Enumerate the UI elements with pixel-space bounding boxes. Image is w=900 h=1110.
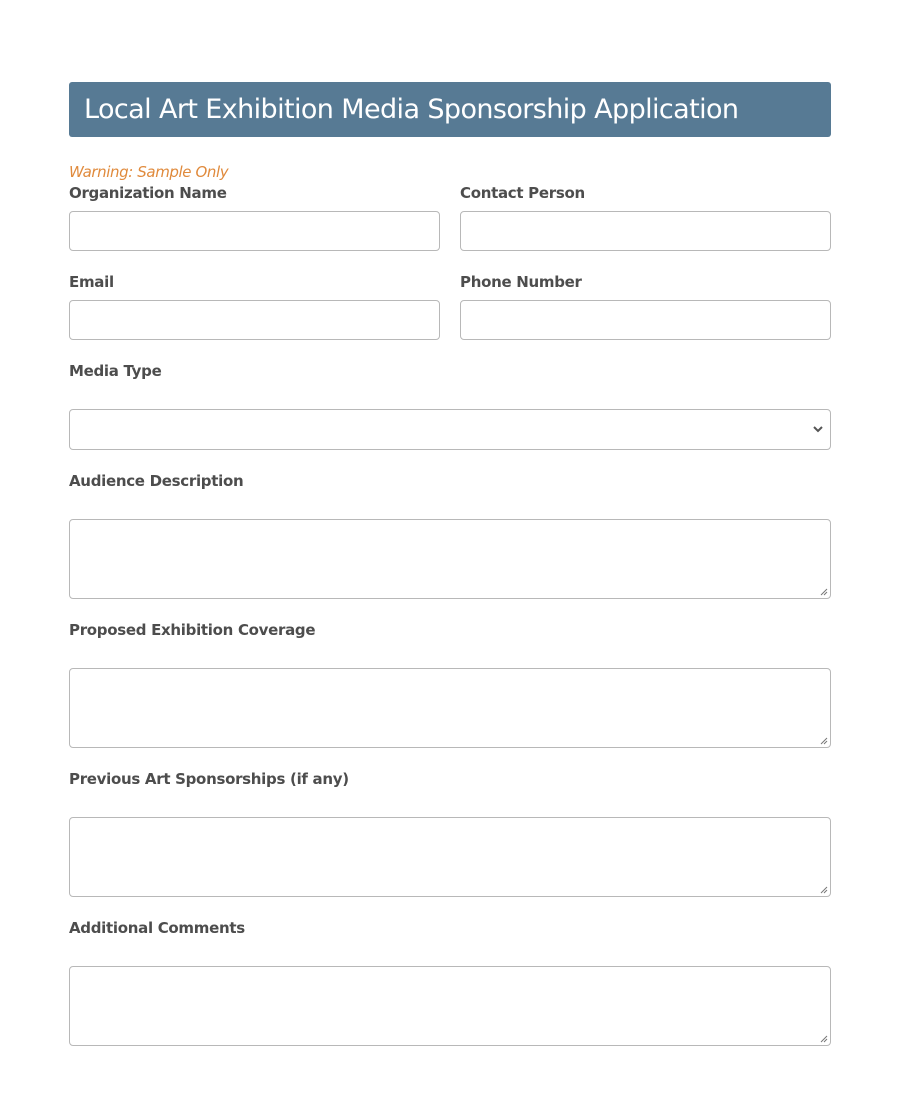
audience-description-textarea[interactable]	[69, 519, 831, 599]
media-type-select[interactable]	[69, 409, 831, 450]
organization-name-input[interactable]	[69, 211, 440, 251]
form-title: Local Art Exhibition Media Sponsorship Application	[84, 94, 739, 125]
audience-description-label: Audience Description	[69, 472, 244, 490]
application-form	[69, 82, 831, 937]
resize-handle-icon[interactable]	[820, 737, 828, 745]
proposed-coverage-label: Proposed Exhibition Coverage	[69, 621, 316, 639]
additional-comments-label: Additional Comments	[69, 919, 245, 937]
phone-number-label: Phone Number	[460, 273, 582, 291]
phone-number-input[interactable]	[460, 300, 831, 340]
resize-handle-icon[interactable]	[820, 886, 828, 894]
organization-name-label: Organization Name	[69, 184, 227, 202]
previous-sponsorships-label: Previous Art Sponsorships (if any)	[69, 770, 349, 788]
form-header	[69, 82, 831, 137]
previous-sponsorships-textarea[interactable]	[69, 817, 831, 897]
contact-person-input[interactable]	[460, 211, 831, 251]
proposed-coverage-textarea[interactable]	[69, 668, 831, 748]
resize-handle-icon[interactable]	[820, 588, 828, 596]
contact-person-label: Contact Person	[460, 184, 585, 202]
chevron-down-icon	[812, 424, 824, 434]
email-label: Email	[69, 273, 114, 291]
additional-comments-textarea[interactable]	[69, 966, 831, 1046]
sample-warning: Warning: Sample Only	[69, 163, 229, 181]
email-input[interactable]	[69, 300, 440, 340]
resize-handle-icon[interactable]	[820, 1035, 828, 1043]
media-type-label: Media Type	[69, 362, 162, 380]
